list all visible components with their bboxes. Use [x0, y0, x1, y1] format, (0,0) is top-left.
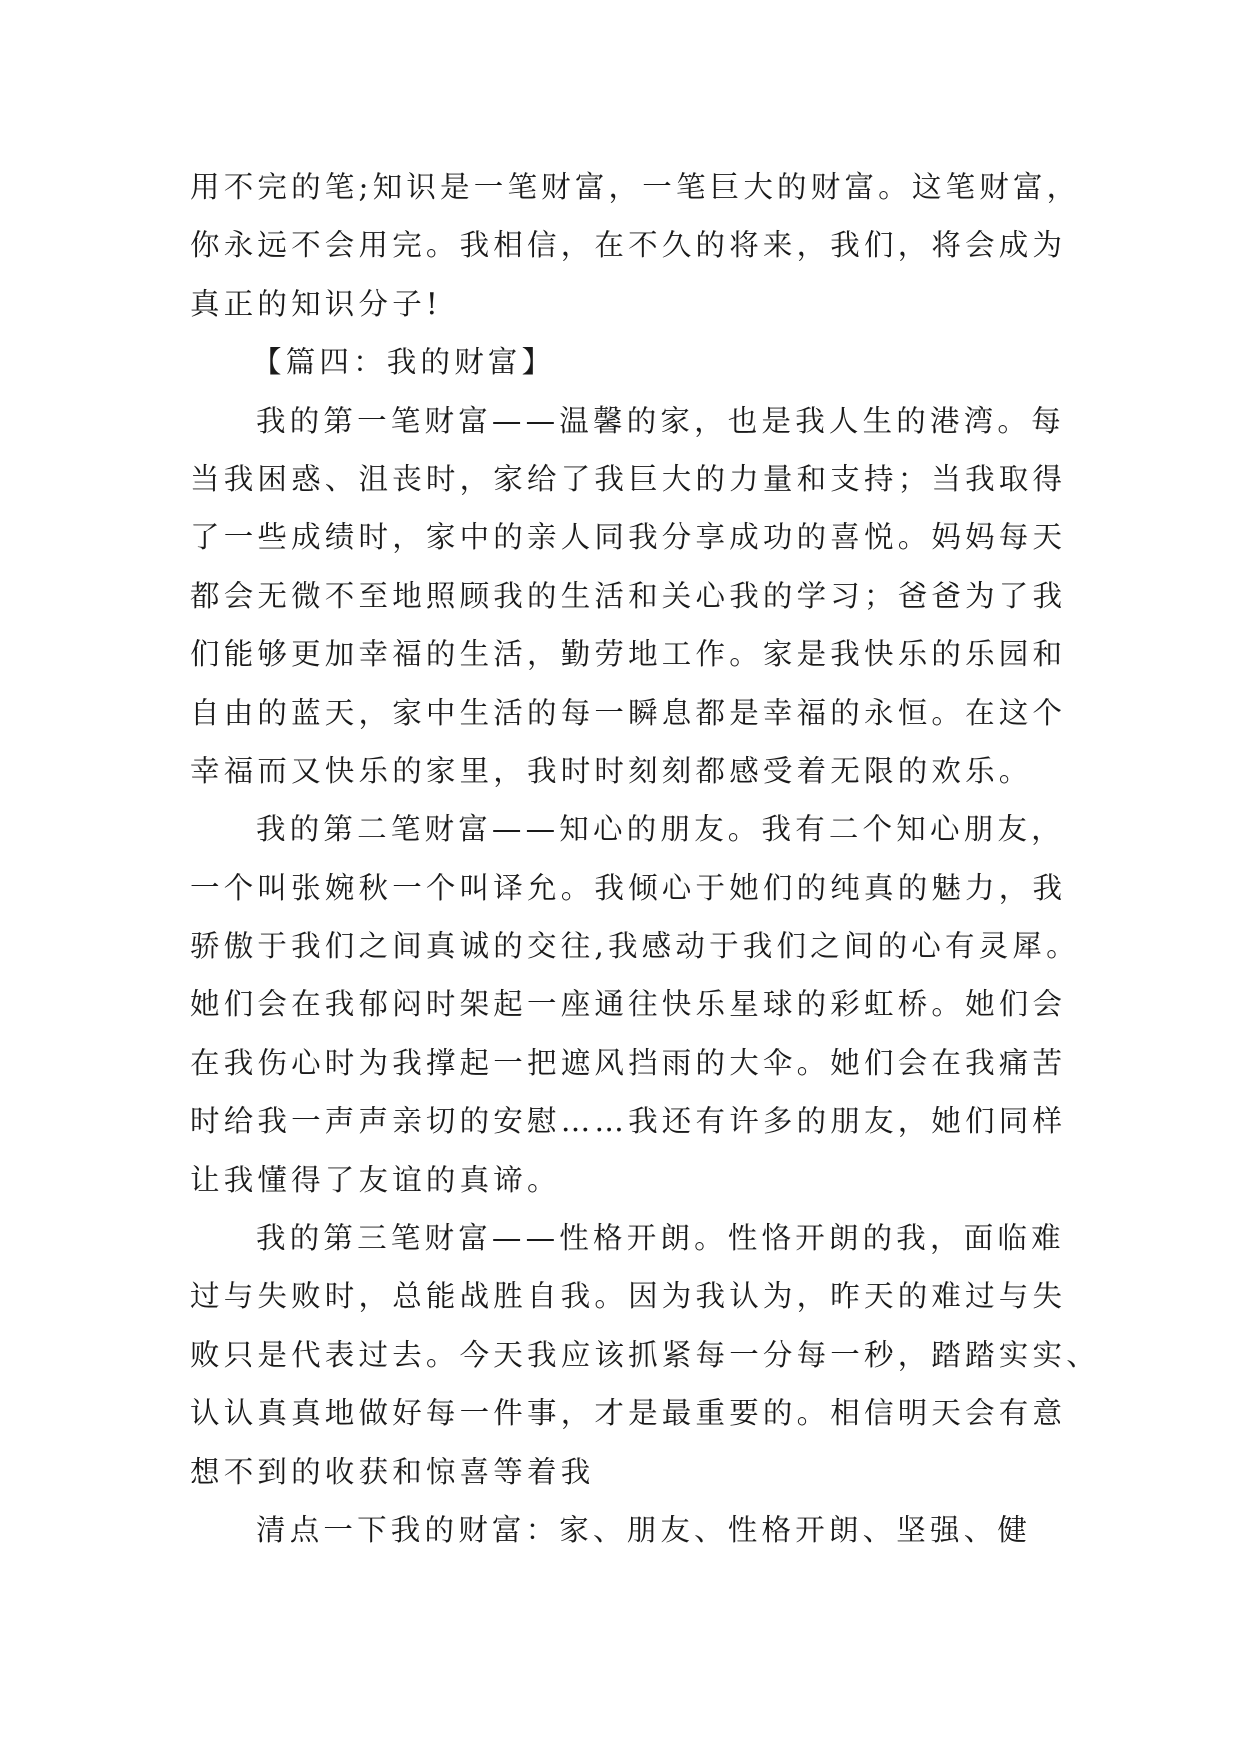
- text-line: 骄傲于我们之间真诚的交往,我感动于我们之间的心有灵犀。: [190, 929, 1080, 964]
- text-line: 时给我一声声亲切的安慰……我还有许多的朋友，她们同样: [190, 1104, 1067, 1139]
- text-line: 她们会在我郁闷时架起一座通往快乐星球的彩虹桥。她们会: [190, 987, 1067, 1022]
- section-heading: 【篇四：我的财富】: [252, 345, 556, 380]
- paragraph-start-line: 我的第三笔财富——性格开朗。性恪开朗的我，面临难: [256, 1221, 1065, 1256]
- text-line: 真正的知识分子!: [190, 286, 442, 321]
- paragraph-start-line: 我的第二笔财富——知心的朋友。我有二个知心朋友，: [256, 812, 1065, 847]
- text-line: 认认真真地做好每一件事，才是最重要的。相信明天会有意: [190, 1396, 1067, 1431]
- text-line: 过与失败时，总能战胜自我。因为我认为，昨天的难过与失: [190, 1279, 1067, 1314]
- text-line: 了一些成绩时，家中的亲人同我分享成功的喜悦。妈妈每天: [190, 520, 1067, 555]
- text-line: 用不完的笔;知识是一笔财富，一笔巨大的财富。这笔财富，: [190, 170, 1081, 204]
- text-line: 想不到的收获和惊喜等着我: [190, 1454, 595, 1489]
- paragraph-start-line: 清点一下我的财富：家、朋友、性格开朗、坚强、健: [256, 1512, 1032, 1547]
- text-line: 让我懂得了友谊的真谛。: [190, 1162, 561, 1197]
- body-text: [190, 158, 1100, 1559]
- text-line: 当我困惑、沮丧时，家给了我巨大的力量和支持；当我取得: [190, 461, 1067, 496]
- text-line: 们能够更加幸福的生活，勤劳地工作。家是我快乐的乐园和: [190, 637, 1067, 672]
- text-line: 都会无微不至地照顾我的生活和关心我的学习；爸爸为了我: [190, 578, 1067, 613]
- text-line: 败只是代表过去。今天我应该抓紧每一分每一秒，踏踏实实、: [190, 1337, 1100, 1372]
- text-line: 在我伤心时为我撑起一把遮风挡雨的大伞。她们会在我痛苦: [190, 1045, 1067, 1080]
- text-line: 自由的蓝天，家中生活的每一瞬息都是幸福的永恒。在这个: [190, 695, 1067, 730]
- text-line: 你永远不会用完。我相信，在不久的将来，我们，将会成为: [190, 228, 1067, 263]
- text-line: 一个叫张婉秋一个叫译允。我倾心于她们的纯真的魅力，我: [190, 870, 1067, 905]
- text-line: 幸福而又快乐的家里，我时时刻刻都感受着无限的欢乐。: [190, 753, 1033, 788]
- paragraph-start-line: 我的第一笔财富——温馨的家，也是我人生的港湾。每: [256, 403, 1065, 438]
